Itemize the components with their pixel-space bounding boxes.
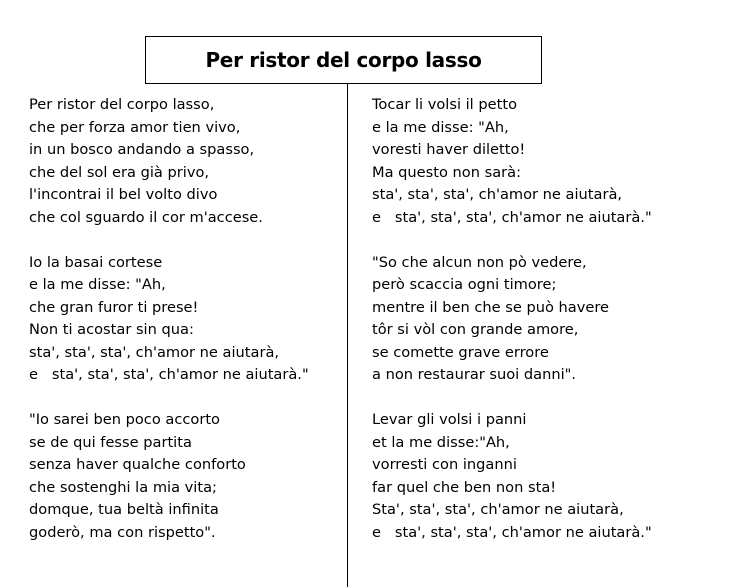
verse-line: che col sguardo il cor m'accese. — [29, 208, 263, 226]
verse-line: Per ristor del corpo lasso, — [29, 96, 215, 113]
refrain-line: sta', sta', sta', ch'amor ne aiutarà, — [29, 343, 280, 361]
verse-line: l'incontrai il bel volto divo — [29, 186, 218, 203]
verse-line: Levar gli volsi i panni — [372, 411, 527, 428]
refrain-line: e sta', sta', sta', ch'amor ne aiutarà." — [372, 208, 652, 226]
verse-line: che sostenghi la mia vita; — [29, 478, 217, 496]
verse-line: se de qui fesse partita — [29, 433, 192, 451]
stanza-2 — [29, 252, 309, 387]
refrain-line: e sta', sta', sta', ch'amor ne aiutarà." — [372, 523, 652, 541]
verse-line: e la me disse: "Ah, — [29, 276, 166, 293]
page-title: Per ristor del corpo lasso — [205, 48, 482, 72]
verse-line: e la me disse: "Ah, — [372, 118, 509, 136]
verse-line: Io la basai cortese — [29, 253, 163, 271]
verse-line: vorresti con inganni — [372, 456, 517, 473]
verse-line: voresti haver diletto! — [372, 141, 526, 158]
verse-line: Non ti acostar sin qua: — [29, 321, 194, 338]
verse-line: "Io sarei ben poco accorto — [29, 411, 220, 428]
verse-line: domque, tua beltà infinita — [29, 501, 219, 518]
verse-line: che del sol era già privo, — [29, 163, 210, 181]
stanza-5 — [372, 252, 652, 387]
right-column — [372, 94, 652, 544]
refrain-line: sta', sta', sta', ch'amor ne aiutarà, — [372, 186, 623, 203]
verse-line: Tocar li volsi il petto — [372, 96, 517, 113]
verse-line: goderò, ma con rispetto". — [29, 523, 216, 541]
stanza-6 — [372, 409, 652, 544]
verse-line: mentre il ben che se può havere — [372, 298, 609, 316]
verse-line: tôr si vòl con grande amore, — [372, 321, 579, 338]
stanza-3 — [29, 409, 309, 544]
verse-line: a non restaurar suoi danni". — [372, 366, 576, 383]
verse-line: "So che alcun non pò vedere, — [372, 253, 587, 271]
verse-line: far quel che ben non sta! — [372, 478, 557, 496]
stanza-4 — [372, 94, 652, 229]
verse-line: Ma questo non sarà: — [372, 163, 522, 181]
verse-line: in un bosco andando a spasso, — [29, 141, 255, 158]
refrain-line: e sta', sta', sta', ch'amor ne aiutarà." — [29, 366, 309, 383]
verse-line: et la me disse:"Ah, — [372, 433, 510, 451]
column-divider — [347, 84, 348, 587]
verse-line: senza haver qualche conforto — [29, 456, 246, 473]
left-column — [29, 94, 309, 544]
title-box — [145, 36, 542, 84]
verse-line: che per forza amor tien vivo, — [29, 118, 241, 136]
stanza-1 — [29, 94, 309, 229]
verse-line: però scaccia ogni timore; — [372, 276, 557, 293]
verse-line: che gran furor ti prese! — [29, 298, 199, 316]
refrain-line: Sta', sta', sta', ch'amor ne aiutarà, — [372, 501, 624, 518]
verse-line: se comette grave errore — [372, 343, 549, 361]
